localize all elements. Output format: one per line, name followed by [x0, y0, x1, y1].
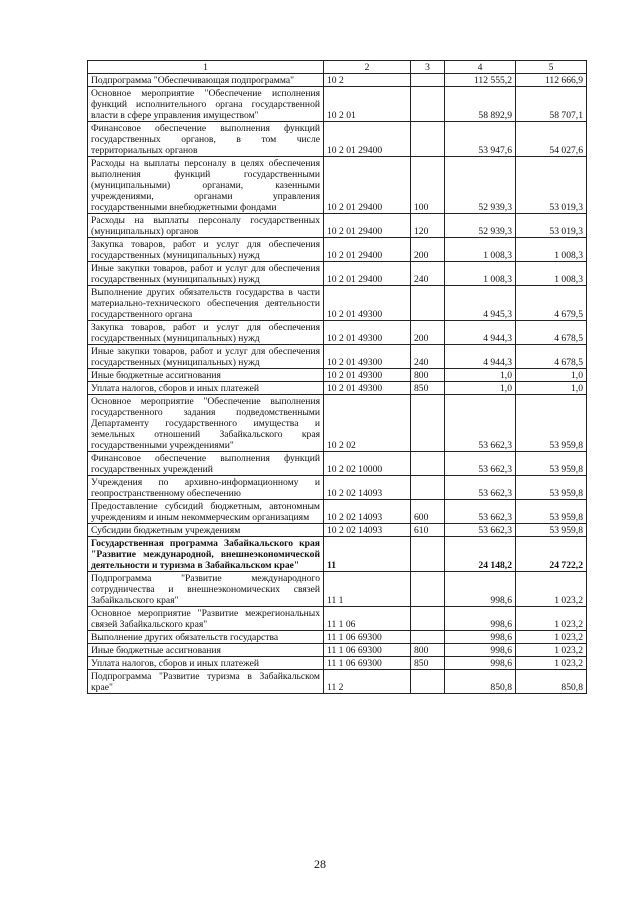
row-amount-year2-cell: 1,0 [516, 382, 587, 395]
row-name-cell: Иные бюджетные ассигнования [88, 369, 324, 382]
row-amount-year2-cell: 112 666,9 [516, 74, 587, 87]
row-name-cell: Иные закупки товаров, работ и услуг для обеспечения государственных (муниципальных) нужд [88, 345, 324, 369]
row-amount-year2-cell: 53 959,8 [516, 395, 587, 452]
row-name-cell: Субсидии бюджетным учреждениям [88, 524, 324, 537]
table-row [88, 476, 587, 500]
row-name-cell: Уплата налогов, сборов и иных платежей [88, 657, 324, 670]
row-expense-type-cell: 100 [411, 157, 445, 214]
row-name-cell: Выполнение других обязательств государства в части материально-технического обеспечения деятельности государственного органа [88, 286, 324, 321]
row-code-cell: 10 2 01 29400 [324, 262, 411, 286]
row-expense-type-cell: 610 [411, 524, 445, 537]
table-row [88, 537, 587, 572]
row-amount-year2-cell: 54 027,6 [516, 122, 587, 157]
row-amount-year2-cell: 1 023,2 [516, 607, 587, 631]
row-name-cell: Иные закупки товаров, работ и услуг для обеспечения государственных (муниципальных) нужд [88, 262, 324, 286]
row-expense-type-cell [411, 87, 445, 122]
row-code-cell: 10 2 01 [324, 87, 411, 122]
table-row [88, 524, 587, 537]
row-name-cell: Государственная программа Забайкальского края "Развитие международной, внешнеэкономической деятельности и туризма в Забайкальском крае" [88, 537, 324, 572]
row-amount-year1-cell: 4 944,3 [445, 321, 516, 345]
row-amount-year1-cell: 52 939,3 [445, 157, 516, 214]
column-number: 1 [88, 61, 324, 74]
row-name-cell: Закупка товаров, работ и услуг для обеспечения государственных (муниципальных) нужд [88, 321, 324, 345]
row-code-cell: 10 2 01 49300 [324, 345, 411, 369]
row-name-cell: Основное мероприятие "Обеспечение исполнения функций исполнительного органа государственной власти в сфере управления имуществом" [88, 87, 324, 122]
table-row [88, 607, 587, 631]
row-code-cell: 11 1 06 [324, 607, 411, 631]
row-expense-type-cell: 120 [411, 214, 445, 238]
table-row [88, 500, 587, 524]
table-row [88, 345, 587, 369]
row-code-cell: 10 2 01 29400 [324, 157, 411, 214]
table-row [88, 631, 587, 644]
row-amount-year1-cell: 998,6 [445, 657, 516, 670]
row-expense-type-cell: 200 [411, 321, 445, 345]
row-code-cell: 10 2 01 49300 [324, 321, 411, 345]
row-expense-type-cell [411, 395, 445, 452]
row-code-cell: 10 2 01 49300 [324, 369, 411, 382]
row-amount-year1-cell: 1 008,3 [445, 262, 516, 286]
table-row [88, 157, 587, 214]
row-name-cell: Финансовое обеспечение выполнения функций государственных органов, в том числе территориальных органов [88, 122, 324, 157]
page-number: 28 [314, 857, 326, 871]
row-amount-year1-cell: 4 944,3 [445, 345, 516, 369]
row-name-cell: Финансовое обеспечение выполнения функций государственных учреждений [88, 452, 324, 476]
row-code-cell: 11 1 06 69300 [324, 631, 411, 644]
table-row [88, 286, 587, 321]
table-row [88, 238, 587, 262]
row-name-cell: Расходы на выплаты персоналу в целях обеспечения выполнения функций государственными (муниципальными) органами, казенными учреждениями, органами управления государственными внебюджетными фондами [88, 157, 324, 214]
row-code-cell: 11 2 [324, 670, 411, 694]
row-amount-year1-cell: 53 662,3 [445, 452, 516, 476]
row-amount-year2-cell: 1 008,3 [516, 238, 587, 262]
row-expense-type-cell [411, 631, 445, 644]
row-amount-year2-cell: 1,0 [516, 369, 587, 382]
row-name-cell: Подпрограмма "Обеспечивающая подпрограмма" [88, 74, 324, 87]
column-number: 4 [445, 61, 516, 74]
row-amount-year1-cell: 998,6 [445, 644, 516, 657]
row-amount-year2-cell: 4 678,5 [516, 345, 587, 369]
row-expense-type-cell: 240 [411, 345, 445, 369]
row-amount-year1-cell: 52 939,3 [445, 214, 516, 238]
row-expense-type-cell: 600 [411, 500, 445, 524]
row-amount-year1-cell: 53 662,3 [445, 476, 516, 500]
row-code-cell: 10 2 01 29400 [324, 122, 411, 157]
row-amount-year2-cell: 58 707,1 [516, 87, 587, 122]
row-amount-year2-cell: 1 008,3 [516, 262, 587, 286]
row-code-cell: 10 2 02 10000 [324, 452, 411, 476]
row-expense-type-cell: 850 [411, 382, 445, 395]
row-name-cell: Подпрограмма "Развитие международного сотрудничества и внешнеэкономических связей Забайкальского края" [88, 572, 324, 607]
column-number: 2 [324, 61, 411, 74]
table-body [88, 61, 587, 694]
row-expense-type-cell [411, 452, 445, 476]
row-expense-type-cell: 850 [411, 657, 445, 670]
row-expense-type-cell [411, 607, 445, 631]
table-row [88, 657, 587, 670]
row-code-cell: 10 2 01 29400 [324, 214, 411, 238]
row-expense-type-cell: 800 [411, 644, 445, 657]
row-code-cell: 10 2 02 14093 [324, 524, 411, 537]
table-row [88, 262, 587, 286]
row-code-cell: 11 1 06 69300 [324, 657, 411, 670]
table-row [88, 321, 587, 345]
row-amount-year1-cell: 53 662,3 [445, 524, 516, 537]
row-expense-type-cell: 800 [411, 369, 445, 382]
row-amount-year2-cell: 53 959,8 [516, 452, 587, 476]
row-code-cell: 10 2 01 29400 [324, 238, 411, 262]
row-name-cell: Подпрограмма "Развитие туризма в Забайкальском крае" [88, 670, 324, 694]
row-amount-year1-cell: 4 945,3 [445, 286, 516, 321]
row-amount-year2-cell: 850,8 [516, 670, 587, 694]
row-amount-year2-cell: 53 959,8 [516, 476, 587, 500]
table-row [88, 87, 587, 122]
row-amount-year1-cell: 1,0 [445, 382, 516, 395]
row-amount-year2-cell: 4 678,5 [516, 321, 587, 345]
row-expense-type-cell [411, 74, 445, 87]
row-code-cell: 10 2 02 14093 [324, 500, 411, 524]
row-amount-year2-cell: 1 023,2 [516, 644, 587, 657]
row-expense-type-cell: 200 [411, 238, 445, 262]
row-name-cell: Расходы на выплаты персоналу государственных (муниципальных) органов [88, 214, 324, 238]
row-name-cell: Выполнение других обязательств государства [88, 631, 324, 644]
table-row [88, 74, 587, 87]
row-amount-year1-cell: 53 947,6 [445, 122, 516, 157]
table-row [88, 369, 587, 382]
row-amount-year1-cell: 53 662,3 [445, 500, 516, 524]
row-amount-year1-cell: 998,6 [445, 572, 516, 607]
row-code-cell: 10 2 02 14093 [324, 476, 411, 500]
row-amount-year2-cell: 1 023,2 [516, 657, 587, 670]
column-number: 3 [411, 61, 445, 74]
row-code-cell: 11 1 06 69300 [324, 644, 411, 657]
row-expense-type-cell [411, 670, 445, 694]
row-amount-year1-cell: 1 008,3 [445, 238, 516, 262]
row-code-cell: 11 [324, 537, 411, 572]
column-number: 5 [516, 61, 587, 74]
row-amount-year1-cell: 1,0 [445, 369, 516, 382]
row-amount-year2-cell: 53 959,8 [516, 500, 587, 524]
budget-table [87, 60, 587, 694]
row-amount-year1-cell: 53 662,3 [445, 395, 516, 452]
table-row [88, 382, 587, 395]
row-expense-type-cell [411, 122, 445, 157]
table-row [88, 644, 587, 657]
row-amount-year2-cell: 53 959,8 [516, 524, 587, 537]
row-code-cell: 10 2 [324, 74, 411, 87]
row-amount-year1-cell: 998,6 [445, 607, 516, 631]
row-expense-type-cell [411, 572, 445, 607]
row-amount-year1-cell: 58 892,9 [445, 87, 516, 122]
row-expense-type-cell [411, 537, 445, 572]
row-expense-type-cell [411, 476, 445, 500]
column-number-row [88, 61, 587, 74]
row-expense-type-cell [411, 286, 445, 321]
row-code-cell: 10 2 01 49300 [324, 382, 411, 395]
row-amount-year2-cell: 24 722,2 [516, 537, 587, 572]
row-expense-type-cell: 240 [411, 262, 445, 286]
row-amount-year2-cell: 1 023,2 [516, 572, 587, 607]
row-amount-year2-cell: 53 019,3 [516, 157, 587, 214]
row-name-cell: Предоставление субсидий бюджетным, автономным учреждениям и иным некоммерческим организациям [88, 500, 324, 524]
row-name-cell: Учреждения по архивно-информационному и геопространственному обеспечению [88, 476, 324, 500]
table-row [88, 670, 587, 694]
row-amount-year1-cell: 24 148,2 [445, 537, 516, 572]
row-amount-year1-cell: 998,6 [445, 631, 516, 644]
row-name-cell: Основное мероприятие "Развитие межрегиональных связей Забайкальского края" [88, 607, 324, 631]
row-amount-year2-cell: 53 019,3 [516, 214, 587, 238]
row-code-cell: 10 2 02 [324, 395, 411, 452]
row-amount-year1-cell: 850,8 [445, 670, 516, 694]
row-name-cell: Закупка товаров, работ и услуг для обеспечения государственных (муниципальных) нужд [88, 238, 324, 262]
table-row [88, 452, 587, 476]
table-row [88, 122, 587, 157]
row-name-cell: Иные бюджетные ассигнования [88, 644, 324, 657]
row-code-cell: 11 1 [324, 572, 411, 607]
row-amount-year2-cell: 4 679,5 [516, 286, 587, 321]
table-row [88, 214, 587, 238]
row-amount-year2-cell: 1 023,2 [516, 631, 587, 644]
table-row [88, 395, 587, 452]
table-row [88, 572, 587, 607]
row-name-cell: Уплата налогов, сборов и иных платежей [88, 382, 324, 395]
row-name-cell: Основное мероприятие "Обеспечение выполнения государственного задания подведомственными Департаменту государственного имущества и земельных отношений Забайкальского края государственными учреждениями" [88, 395, 324, 452]
row-code-cell: 10 2 01 49300 [324, 286, 411, 321]
row-amount-year1-cell: 112 555,2 [445, 74, 516, 87]
